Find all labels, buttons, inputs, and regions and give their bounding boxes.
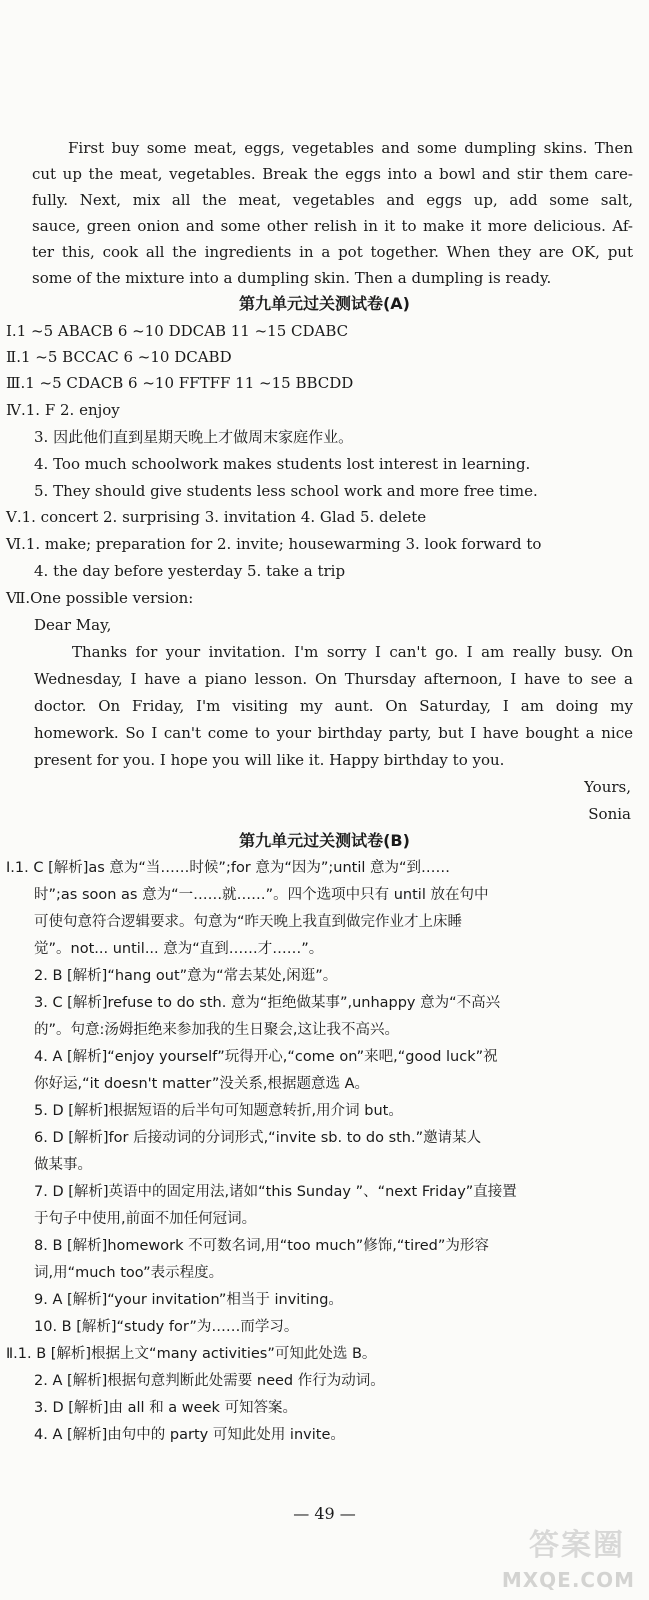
answer-line: 可使句意符合逻辑要求。句意为“昨天晚上我直到做完作业才上床睡 xyxy=(34,914,463,930)
watermark-text: 答案圈 xyxy=(529,1528,625,1563)
text-line: Wednesday, I have a piano lesson. On Thursday afternoon, I have to see a xyxy=(34,670,633,688)
text-line: First buy some meat, eggs, vegetables and some dumpling skins. Then xyxy=(68,139,633,157)
watermark-url: MXQE.COM xyxy=(501,1568,635,1592)
answer-line: 9. A [解析]“your invitation”相当于 inviting。 xyxy=(34,1292,343,1308)
answer-line: 3. 因此他们直到星期天晚上才做周末家庭作业。 xyxy=(34,428,354,446)
answer-line: Ⅴ.1. concert 2. surprising 3. invitation 4. Glad 5. delete xyxy=(6,508,427,526)
answer-line: 8. B [解析]homework 不可数名词,用“too much”修饰,“tired”为形容 xyxy=(34,1238,489,1254)
answer-line: Ⅲ.1 ~5 CDACB 6 ~10 FFTFF 11 ~15 BBCDD xyxy=(6,374,354,392)
text-line: Thanks for your invitation. I'm sorry I can't go. I am really busy. On xyxy=(72,643,633,661)
text-line: doctor. On Friday, I'm visiting my aunt. On Saturday, I am doing my xyxy=(34,697,633,715)
text-line: some of the mixture into a dumpling skin. Then a dumpling is ready. xyxy=(32,269,552,287)
answer-line: 4. Too much schoolwork makes students lost interest in learning. xyxy=(34,455,531,473)
text-line: ter this, cook all the ingredients in a pot together. When they are OK, put xyxy=(32,243,633,261)
answer-line: 4. A [解析]由句中的 party 可知此处用 invite。 xyxy=(34,1427,345,1443)
text-line: fully. Next, mix all the meat, vegetables and eggs up, add some salt, xyxy=(32,191,633,209)
answer-line: 2. B [解析]“hang out”意为“常去某处,闲逛”。 xyxy=(34,968,338,984)
text-line: present for you. I hope you will like it. Happy birthday to you. xyxy=(34,751,505,769)
answer-line: Ⅳ.1. F 2. enjoy xyxy=(6,401,120,419)
answer-line: 词,用“much too”表示程度。 xyxy=(34,1265,224,1281)
answer-line: 7. D [解析]英语中的固定用法,诸如“this Sunday ”、“next Friday”直接置 xyxy=(34,1184,517,1200)
answer-line: 你好运,“it doesn't matter”没关系,根据题意选 A。 xyxy=(34,1076,369,1092)
answer-line: Ⅶ.One possible version: xyxy=(6,589,194,607)
answer-line: Ⅵ.1. make; preparation for 2. invite; housewarming 3. look forward to xyxy=(6,535,542,553)
text-line: cut up the meat, vegetables. Break the eggs into a bowl and stir them care- xyxy=(32,165,633,183)
text-line: sauce, green onion and some other relish in it to make it more delicious. Af- xyxy=(32,217,633,235)
answer-line: 于句子中使用,前面不加任何冠词。 xyxy=(34,1211,257,1227)
letter-closing: Yours, xyxy=(584,778,631,796)
page-number: — 49 — xyxy=(293,1504,356,1523)
answer-line: 6. D [解析]for 后接动词的分词形式,“invite sb. to do sth.”邀请某人 xyxy=(34,1130,482,1146)
answer-line: 4. the day before yesterday 5. take a trip xyxy=(34,562,346,580)
answer-line: Ⅱ.1. B [解析]根据上文“many activities”可知此处选 B。 xyxy=(6,1346,377,1362)
text-line: homework. So I can't come to your birthday party, but I have bought a nice xyxy=(34,724,633,742)
section-title-b: 第九单元过关测试卷(B) xyxy=(239,831,410,850)
letter-signature: Sonia xyxy=(588,805,631,823)
answer-line: 5. D [解析]根据短语的后半句可知题意转折,用介词 but。 xyxy=(34,1103,403,1119)
section-title-a: 第九单元过关测试卷(A) xyxy=(238,294,410,313)
answer-line: 5. They should give students less school work and more free time. xyxy=(34,482,538,500)
answer-line: Ⅰ.1 ~5 ABACB 6 ~10 DDCAB 11 ~15 CDABC xyxy=(6,322,349,340)
answer-line: 10. B [解析]“study for”为……而学习。 xyxy=(34,1319,299,1335)
letter-greeting: Dear May, xyxy=(34,616,112,634)
answer-line: 的”。句意:汤姆拒绝来参加我的生日聚会,这让我不高兴。 xyxy=(34,1022,400,1038)
answer-line: 觉”。not... until... 意为“直到……才……”。 xyxy=(34,941,324,957)
answer-line: Ⅱ.1 ~5 BCCAC 6 ~10 DCABD xyxy=(6,348,232,366)
answer-line: 3. C [解析]refuse to do sth. 意为“拒绝做某事”,unhappy 意为“不高兴 xyxy=(34,995,501,1011)
answer-line: Ⅰ.1. C [解析]as 意为“当……时候”;for 意为“因为”;until 意为“到…… xyxy=(6,860,451,876)
answer-line: 时”;as soon as 意为“一……就……”。四个选项中只有 until 放在句中 xyxy=(34,887,489,903)
answer-line: 4. A [解析]“enjoy yourself”玩得开心,“come on”来吧,“good luck”祝 xyxy=(34,1049,498,1065)
answer-line: 2. A [解析]根据句意判断此处需要 need 作行为动词。 xyxy=(34,1373,385,1389)
answer-line: 做某事。 xyxy=(34,1157,92,1173)
answer-line: 3. D [解析]由 all 和 a week 可知答案。 xyxy=(34,1400,298,1416)
